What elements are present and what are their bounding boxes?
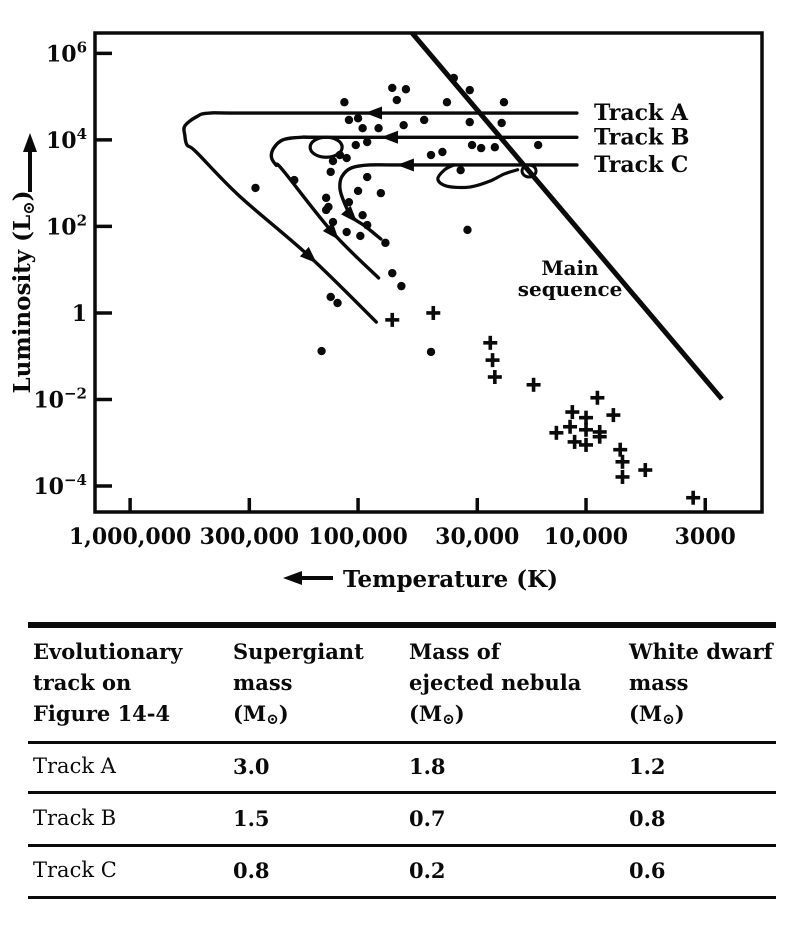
dot-marker xyxy=(345,116,353,124)
dot-marker xyxy=(388,84,396,92)
track-c-label: Track C xyxy=(594,151,689,178)
plus-marker xyxy=(488,370,502,384)
plus-marker xyxy=(615,455,629,469)
dot-marker xyxy=(477,144,485,152)
track-b-label: Track B xyxy=(594,124,690,151)
dot-marker xyxy=(354,187,362,195)
table-row-track-a-supergiant: 3.0 xyxy=(233,754,270,779)
dot-marker xyxy=(327,168,335,176)
dot-marker xyxy=(352,141,360,149)
table-rule-bottom xyxy=(28,896,776,899)
table-row-track-b-supergiant: 1.5 xyxy=(233,806,270,831)
dot-marker xyxy=(443,98,451,106)
y-axis-tick-label: 1 xyxy=(71,300,87,327)
x-axis-tick-label: 10,000 xyxy=(543,524,629,550)
dot-marker xyxy=(342,154,350,162)
dot-marker xyxy=(402,85,410,93)
table-row-track-a-label: Track A xyxy=(33,754,116,778)
x-axis-tick-label: 1,000,000 xyxy=(68,524,192,550)
dot-marker xyxy=(363,221,371,229)
header-evolutionary-track: Evolutionary track on Figure 14-4 xyxy=(33,639,183,726)
plus-marker xyxy=(615,470,629,484)
x-axis-tick-label: 30,000 xyxy=(435,524,520,550)
table-rule-top xyxy=(28,622,776,628)
dot-marker xyxy=(354,114,362,122)
header-white-dwarf-mass: White dwarf mass (M⊙) xyxy=(629,639,773,728)
track-a-arrow-icon xyxy=(365,107,382,120)
table-row-track-c-supergiant: 0.8 xyxy=(233,858,270,883)
dot-marker xyxy=(466,118,474,126)
dot-marker xyxy=(397,282,405,290)
x-axis-title xyxy=(283,566,558,593)
plus-marker xyxy=(563,420,577,434)
x-axis-tick-label: 100,000 xyxy=(308,524,408,550)
table-rule-header xyxy=(28,741,776,744)
table-row-track-a-white-dwarf: 1.2 xyxy=(629,754,666,779)
dot-marker xyxy=(290,176,298,184)
dot-marker xyxy=(399,121,407,129)
table-row-track-b-white-dwarf: 0.8 xyxy=(629,806,666,831)
plus-marker xyxy=(385,313,399,327)
dot-marker xyxy=(497,119,505,127)
dot-marker xyxy=(363,173,371,181)
table-row-track-b-nebula: 0.7 xyxy=(409,806,446,831)
header-ejected-nebula-mass: Mass of ejected nebula (M⊙) xyxy=(409,639,582,728)
y-axis-tick-label: $10^{-2}$ xyxy=(33,384,87,414)
track-c-loop xyxy=(438,165,518,188)
track-b-path xyxy=(271,137,577,278)
dot-marker xyxy=(393,96,401,104)
dot-marker xyxy=(427,151,435,159)
main-sequence-label: Main xyxy=(541,255,599,280)
x-axis-left-arrow-icon xyxy=(283,571,302,585)
plus-marker xyxy=(606,408,620,422)
plus-marker xyxy=(638,463,652,477)
x-axis-tick-label: 3000 xyxy=(674,524,736,550)
dot-marker xyxy=(329,157,337,165)
table-row-track-c-label: Track C xyxy=(33,858,117,882)
dot-marker xyxy=(381,239,389,247)
dot-marker xyxy=(388,269,396,277)
dot-marker xyxy=(427,348,435,356)
dot-marker xyxy=(342,228,350,236)
plus-marker xyxy=(565,405,579,419)
plus-marker xyxy=(613,443,627,457)
y-axis-up-arrow-icon xyxy=(23,133,37,152)
dot-marker xyxy=(438,148,446,156)
dot-marker xyxy=(450,74,458,82)
plus-marker xyxy=(579,411,593,425)
dot-marker xyxy=(358,211,366,219)
dot-marker xyxy=(317,347,325,355)
dot-marker xyxy=(466,86,474,94)
plus-marker xyxy=(579,423,593,437)
dot-marker xyxy=(463,226,471,234)
main-sequence-label: sequence xyxy=(517,276,623,301)
dot-marker xyxy=(358,124,366,132)
plus-marker xyxy=(686,491,700,505)
dot-marker xyxy=(333,299,341,307)
y-axis-title xyxy=(9,133,38,394)
table-row-track-b-label: Track B xyxy=(33,806,117,830)
plus-marker xyxy=(426,306,440,320)
dot-marker xyxy=(322,194,330,202)
dot-marker xyxy=(363,138,371,146)
header-supergiant-mass: Supergiant mass (M⊙) xyxy=(233,639,364,728)
track-b-arrow-icon xyxy=(381,131,398,144)
track-c-arrow-icon xyxy=(397,158,414,171)
plus-marker xyxy=(590,391,604,405)
table-row-track-c-white-dwarf: 0.6 xyxy=(629,858,666,883)
track-c-path xyxy=(340,165,577,239)
dot-marker xyxy=(377,189,385,197)
main-sequence-line xyxy=(412,33,722,399)
dot-marker xyxy=(534,141,542,149)
y-axis-tick-label: $10^2$ xyxy=(45,211,87,241)
x-axis-tick-label: 300,000 xyxy=(199,524,300,550)
plus-marker xyxy=(568,435,582,449)
table-rule-2 xyxy=(28,844,776,847)
dot-marker xyxy=(456,166,464,174)
plus-marker xyxy=(579,438,593,452)
svg-text:Temperature (K): Temperature (K) xyxy=(343,566,559,593)
table-row-track-c-nebula: 0.2 xyxy=(409,858,446,883)
dot-marker xyxy=(500,98,508,106)
dot-marker xyxy=(251,184,259,192)
dot-marker xyxy=(420,116,428,124)
dot-marker xyxy=(345,198,353,206)
plus-marker xyxy=(486,353,500,367)
dot-marker xyxy=(329,218,337,226)
table-row-track-a-nebula: 1.8 xyxy=(409,754,446,779)
dot-marker xyxy=(374,124,382,132)
dot-marker xyxy=(491,143,499,151)
dot-marker xyxy=(356,232,364,240)
dot-marker xyxy=(468,141,476,149)
dot-marker xyxy=(324,203,332,211)
plus-marker xyxy=(483,336,497,350)
plus-marker xyxy=(549,426,563,440)
y-axis-tick-label: $10^4$ xyxy=(45,124,87,154)
svg-text:Luminosity (L⊙): Luminosity (L⊙) xyxy=(9,190,38,394)
dot-marker xyxy=(327,293,335,301)
table-rule-1 xyxy=(28,791,776,794)
plus-marker xyxy=(527,378,541,392)
y-axis-tick-label: $10^6$ xyxy=(45,38,87,68)
y-axis-tick-label: $10^{-4}$ xyxy=(33,471,87,501)
track-a-label: Track A xyxy=(594,100,689,127)
dot-marker xyxy=(340,98,348,106)
